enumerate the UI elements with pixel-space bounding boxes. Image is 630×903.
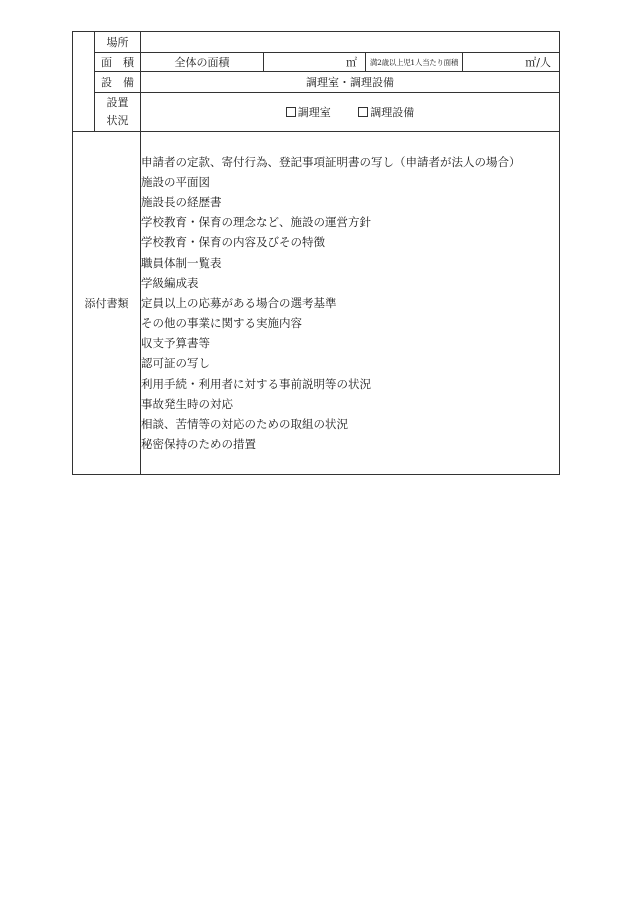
location-row (73, 32, 560, 53)
attachment-item: 定員以上の応募がある場合の選考基準 (141, 295, 337, 310)
total-area-unit: ㎡ (346, 56, 357, 69)
attachment-item: 学校教育・保育の理念など、施設の運営方針 (141, 215, 371, 230)
attachment-item: 収支予算書等 (141, 336, 210, 351)
equipment-row (73, 72, 560, 93)
attachment-item: その他の事業に関する実施内容 (141, 316, 302, 331)
attachments-row (73, 132, 560, 475)
setup-options (141, 93, 560, 132)
equipment-value: 調理室・調理設備 (141, 72, 560, 93)
setup-label-line2: 状況 (106, 114, 129, 127)
blank-left-cell (73, 32, 95, 132)
attachments-label: 添付書類 (73, 132, 141, 475)
option-cooking-equipment[interactable] (358, 104, 414, 120)
equipment-label: 設 備 (95, 72, 141, 93)
attachment-item: 利用手続・利用者に対する事前説明等の状況 (141, 376, 371, 391)
setup-row (73, 93, 560, 132)
per-child-area-field[interactable] (463, 53, 560, 72)
area-label: 面 積 (95, 53, 141, 72)
checkbox-cooking-equipment[interactable] (358, 107, 368, 117)
option-cooking-equipment-label: 調理設備 (370, 106, 415, 119)
option-cooking-room-label: 調理室 (297, 106, 331, 119)
checkbox-cooking-room[interactable] (286, 107, 296, 117)
location-label: 場所 (95, 32, 141, 53)
facility-form-table (72, 31, 560, 475)
attachments-list-cell (141, 132, 560, 475)
per-child-area-label: 満2歳以上児1人当たり面積 (366, 53, 463, 72)
attachment-item: 秘密保持のための措置 (141, 437, 256, 452)
attachment-item: 申請者の定款、寄付行為、登記事項証明書の写し（申請者が法人の場合） (141, 154, 521, 169)
attachment-item: 相談、苦情等の対応のための取組の状況 (141, 417, 348, 432)
attachment-item: 事故発生時の対応 (141, 396, 233, 411)
attachment-item: 施設の平面図 (141, 174, 210, 189)
attachment-item: 職員体制一覧表 (141, 255, 222, 270)
attachment-item: 学級編成表 (141, 275, 199, 290)
setup-label-line1: 設置 (106, 96, 129, 109)
area-row (73, 53, 560, 72)
attachment-item: 認可証の写し (141, 356, 210, 371)
attachment-item: 施設長の経歴書 (141, 194, 222, 209)
location-value-field[interactable] (141, 32, 560, 53)
attachment-item: 学校教育・保育の内容及びその特徴 (141, 235, 325, 250)
total-area-field[interactable] (264, 53, 366, 72)
option-cooking-room[interactable] (286, 104, 331, 120)
per-child-area-unit: ㎡/人 (525, 56, 551, 69)
setup-label (95, 93, 141, 132)
attachments-list (141, 152, 559, 455)
total-area-label: 全体の面積 (141, 53, 264, 72)
